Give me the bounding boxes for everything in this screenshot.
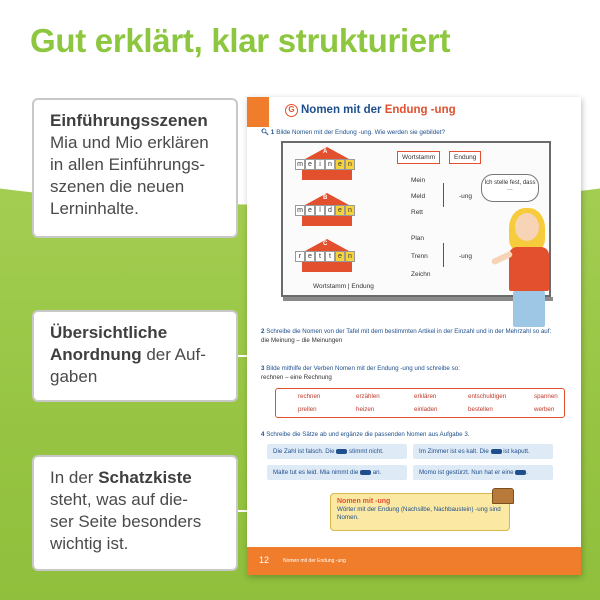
page-number: 12 [259,555,270,565]
house-letters [295,251,357,262]
sentence-box [267,444,407,459]
task-number: 3 [261,365,265,372]
letter-cell: r [295,251,305,262]
footer-text: Nomen mit der Endung -ung [283,558,346,564]
task-example: rechnen – eine Rechnung [261,373,332,381]
word: spannen [534,393,558,400]
task-1 [261,128,445,136]
callout-line: ser Seite besonders [50,512,202,531]
title-part: Nomen mit der [301,104,385,116]
word: prellen [298,406,317,413]
gap-icon [336,449,347,454]
callout-title: Übersichtliche [50,323,168,342]
word: erzählen [356,393,380,400]
verb-stem: Zeichn [411,271,431,278]
page-footer [247,547,581,575]
verb-stem: Meld [411,193,426,200]
letter-cell: e [305,251,315,262]
word-box [275,388,565,418]
house-base [302,262,352,272]
mia-shirt [509,247,549,291]
tag-endung: Endung [449,151,481,164]
callout-anordnung [32,310,238,402]
task-4 [261,431,571,440]
sentence-text: . [526,469,529,476]
house-letters [295,205,357,216]
sentence-text: stimmt nicht. [347,448,384,455]
treasure-box [330,493,510,531]
sentence-text: an. [371,469,382,476]
callout-text: der Auf- [141,345,206,364]
task-text: Schreibe die Nomen von der Tafel mit dem bestimmten Artikel in der Einzahl und in der Mehrzahl so auf: [266,328,552,335]
ending-label: -ung [459,193,473,200]
letter-cell: n [325,159,335,170]
page-title [285,104,456,117]
word: werben [534,406,555,413]
letter-cell: n [345,251,355,262]
sentence-text: Im Zimmer ist es kalt. Die [419,448,491,455]
task-text: Bilde Nomen mit der Endung -ung. Wie werden sie gebildet? [276,129,445,136]
word-house [295,193,357,226]
letter-cell: e [305,205,315,216]
magnifier-icon: 🔍︎ 1 [261,129,275,136]
gap-icon [515,469,529,476]
letter-cell: e [335,205,345,216]
ending-label: -ung [459,253,473,260]
letter-cell: d [325,205,335,216]
gap-icon [491,449,502,454]
letter-cell: e [335,251,345,262]
callout-line: szenen die neuen [50,177,185,196]
treasure-text: Wörter mit der Endung (Nachsilbe, Nachbaustein) -ung sind Nomen. [337,506,501,521]
verb-stem: Plan [411,235,425,242]
letter-cell: i [315,159,325,170]
callout-einfuehrungsszenen [32,98,238,238]
task-number: 2 [261,328,265,335]
verb-stem: Rett [411,209,423,216]
treasure-chest-icon [492,488,514,504]
sentence-box [413,444,553,459]
mia-legs [513,291,545,327]
word: rechnen [298,393,321,400]
speech-bubble: Ich stelle fest, dass … [481,174,539,202]
brace-icon [443,183,455,207]
house-base [302,216,352,226]
callout-line: Mia und Mio erklären [50,133,209,152]
letter-cell: e [335,159,345,170]
callout-line [50,467,222,489]
task-3 [261,365,571,382]
sentence-box [413,465,553,480]
workbook-page [247,97,581,575]
mia-face [515,213,539,241]
grammar-badge-icon: G [285,104,298,117]
callout-bold: Anordnung [50,345,142,364]
word: bestellen [468,406,493,413]
letter-cell: e [305,159,315,170]
house-letter: A [323,149,328,155]
letter-cell: n [345,205,355,216]
callout-line: wichtig ist. [50,534,129,553]
callout-line: Lerninhalte. [50,199,139,218]
letter-cell: t [325,251,335,262]
house-roof-icon [305,239,349,251]
callout-line: in allen Einführungs- [50,155,205,174]
word-house [295,147,357,180]
verb-stem: Trenn [411,253,428,260]
callout-text: In der [50,468,99,487]
task-example: die Meinung – die Meinungen [261,336,343,344]
sentence-text: Die Zahl ist falsch. Die [273,448,337,455]
title-part: -ung [427,104,456,116]
sentence-text: Malte tut es leid. Mia nimmt die [273,469,360,476]
house-base [302,170,352,180]
word-house [295,239,357,272]
house-roof-icon [305,147,349,159]
task-text: Schreibe die Sätze ab und ergänze die passenden Nomen aus Aufgabe 3. [266,431,470,438]
letter-cell: m [295,159,305,170]
brace-icon [443,243,455,267]
sentence-text: Momo ist gestürzt. Nun hat er eine [419,469,516,476]
callout-line: steht, was auf die- [50,490,188,509]
sentence-text: ist kaputt. [501,448,530,455]
tag-wortstamm: Wortstamm [397,151,440,164]
callout-title: Einführungsszenen [50,111,208,130]
letter-cell: n [345,159,355,170]
word: erklären [414,393,437,400]
letter-cell: l [315,205,325,216]
page-tab [247,97,269,127]
callout-line [50,344,222,366]
sentence-box [267,465,407,480]
treasure-title: Nomen mit -ung [337,498,391,505]
gap-icon [360,470,371,475]
letter-cell: t [315,251,325,262]
word: einladen [414,406,438,413]
word: entschuldigen [468,393,507,400]
task-number: 4 [261,431,265,438]
house-letters [295,159,357,170]
house-letter: B [323,195,328,201]
callout-bold: Schatzkiste [98,468,192,487]
task-text: Bilde mithilfe der Verben Nomen mit der Endung -ung und schreibe so: [266,365,460,372]
word: heizen [356,406,375,413]
page-headline: Gut erklärt, klar strukturiert [30,22,451,59]
letter-cell: m [295,205,305,216]
verb-stem: Mein [411,177,426,184]
house-roof-icon [305,193,349,205]
callout-schatzkiste [32,455,238,571]
house-letter: C [323,241,328,247]
task-2 [261,328,571,345]
callout-line: gaben [50,367,98,386]
title-part: Endung [384,104,428,116]
board-legend: Wortstamm | Endung [313,283,374,290]
